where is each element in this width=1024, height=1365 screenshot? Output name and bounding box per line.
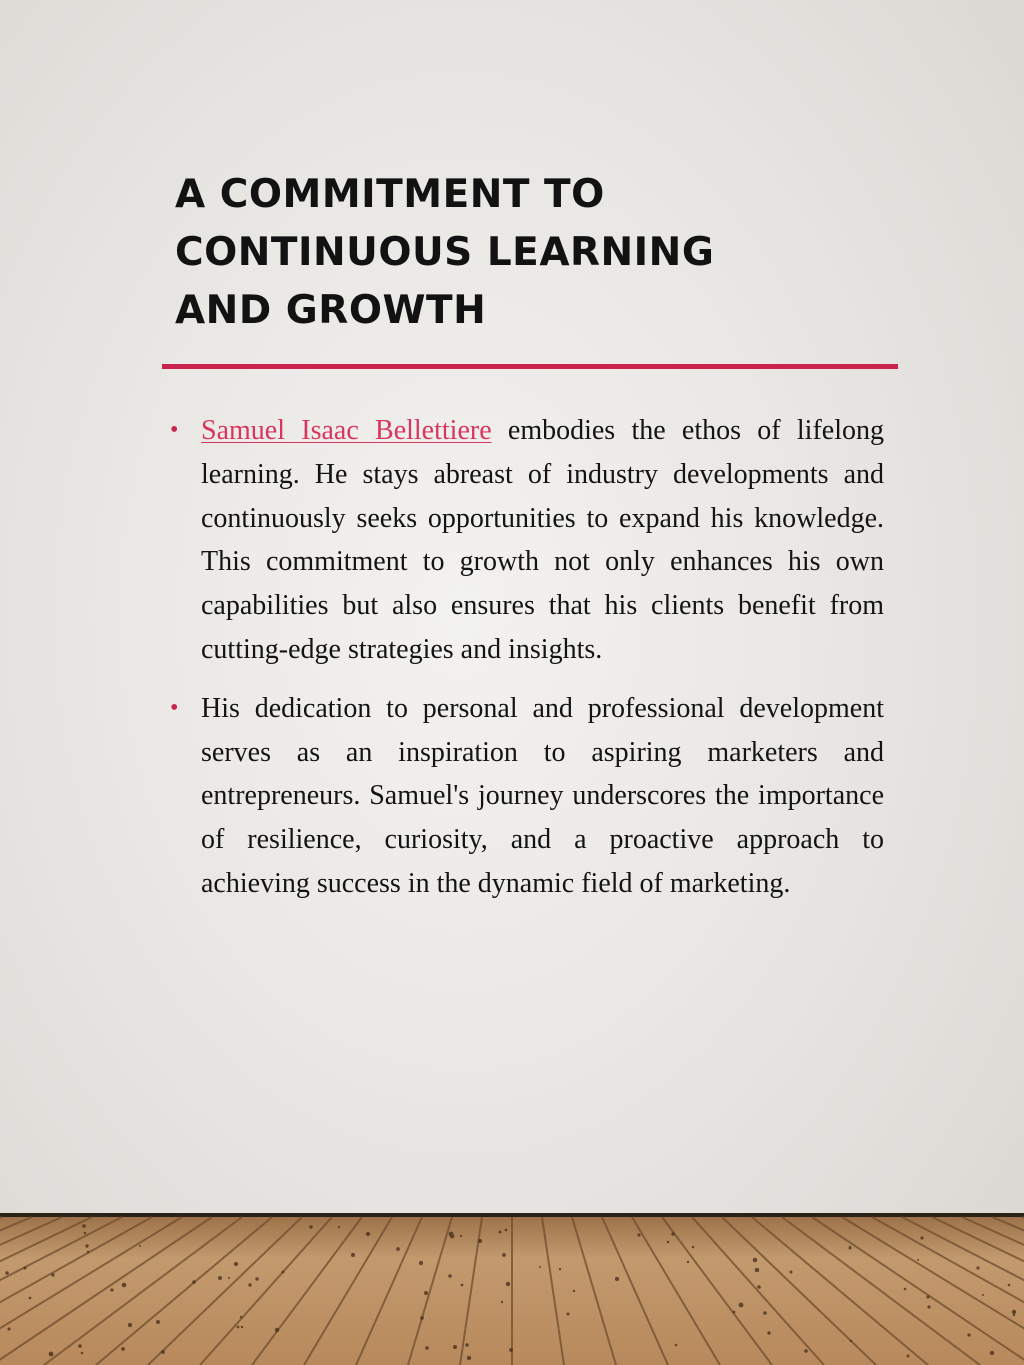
floor-nail [82,1224,86,1228]
floor-nail [1013,1314,1015,1316]
floor-nail [567,1313,570,1316]
floor-nail [755,1268,760,1273]
bullet-list [170,409,884,921]
floor-nail [282,1271,285,1274]
floor-nail [967,1333,970,1336]
floor-nail [248,1283,251,1286]
floor-nail [982,1294,984,1296]
floor-nail [161,1350,165,1354]
floor-nail [539,1266,541,1268]
floor-nail [739,1303,744,1308]
floor-nail [5,1271,9,1275]
name-link[interactable]: Samuel Isaac Bellettiere [201,415,492,446]
floor-nail [453,1345,457,1349]
floor-nail [687,1261,689,1263]
floor-nail [228,1277,230,1279]
floor-nail [990,1351,994,1355]
floor-nail [753,1258,758,1263]
bullet-text: embodies the ethos of lifelong learning. He stays abreast of industry developments and continuously seeks opportunities to expand his knowledge. This commitment to growth not only enhances his own capabilities but also ensures that his clients benefit from cutting-edge strategies and insights. [201,415,884,665]
bullet-marker: • [170,694,179,721]
bullet-item-1 [170,409,884,672]
floor-nail [218,1276,222,1280]
floor-nail [449,1232,454,1237]
floor-nail [501,1301,503,1303]
floor-nail [237,1326,240,1329]
floor-nail [81,1352,84,1355]
floor-nail [85,1244,88,1247]
floor-nail [478,1239,482,1243]
floor-nail [927,1305,930,1308]
floor-nail [192,1280,196,1284]
title-line-3: AND GROWTH [175,288,487,333]
floor-nail [907,1355,910,1358]
floor-nail [502,1253,506,1257]
slide-title [175,166,895,340]
floor-nail [559,1268,561,1270]
floor-nail [976,1266,979,1269]
bullet-text: His dedication to personal and professional development serves as an inspiration to aspiring marketers and entrepreneurs. Samuel's journey underscores the importance of resilience, curiosity, and a proactive approach to achieving success in the dynamic field of marketing. [201,692,884,899]
floor-nail [78,1344,82,1348]
floor-nail [467,1356,471,1360]
floor-nail [240,1316,242,1318]
floor-nail [465,1343,469,1347]
bullet-item-2 [170,687,884,906]
floor-nail [255,1277,258,1280]
floor-nail [420,1316,424,1320]
floor-nail [366,1232,370,1236]
floor-nail [637,1233,640,1236]
floor-nail [275,1328,279,1332]
floor-nail [573,1290,575,1292]
floor-nail [7,1327,10,1330]
floor-nail [461,1284,464,1287]
floor-nail [122,1283,127,1288]
floor-nail [24,1267,27,1270]
floor-nail [917,1259,919,1261]
floor-nail [241,1326,243,1328]
floor-nail [509,1348,513,1352]
floor-nail [29,1297,32,1300]
floor-nail [425,1346,429,1350]
floor-nail [850,1340,852,1342]
floor-nail [309,1225,313,1229]
floor-nail [110,1288,113,1291]
floor-nail [84,1232,87,1235]
floor-nail [1012,1310,1016,1314]
floor-nail [156,1320,160,1324]
floor-nail [448,1274,452,1278]
floor-nail [757,1285,761,1289]
floor-nail [926,1295,929,1298]
title-line-2: CONTINUOUS LEARNING [175,230,715,275]
floor-nail [87,1251,89,1253]
floor-nail [675,1344,678,1347]
floor-nail [920,1236,923,1239]
title-divider [162,364,898,369]
floor-nail [460,1235,462,1237]
floor-nail [733,1311,736,1314]
wood-floor-image [0,1213,1024,1365]
floor-nail [351,1253,355,1257]
floor-nail [419,1261,423,1265]
floor-nail [49,1352,54,1357]
floor-nail [139,1245,141,1247]
floor-nail [790,1271,793,1274]
floor-nail [51,1273,54,1276]
floor-nail [234,1262,238,1266]
floor-nail [763,1311,767,1315]
floor-nail [506,1282,510,1286]
floor-nail [767,1331,770,1334]
floor-nail [338,1226,340,1228]
floor-nail [692,1246,695,1249]
floor-nail [128,1323,132,1327]
floor-nail [424,1291,428,1295]
floor-nail [667,1241,670,1244]
floor-nail [505,1229,508,1232]
bullet-marker: • [170,417,179,443]
floor-nail [499,1231,502,1234]
title-line-1: A COMMITMENT TO [175,172,605,217]
floor-nail [1008,1284,1011,1287]
floor-nail [671,1232,674,1235]
floor-nail [849,1247,852,1250]
floor-nail [804,1349,808,1353]
floor-nail [396,1247,400,1251]
floor-nail [615,1277,619,1281]
floor-nail [121,1347,125,1351]
floor-nail [904,1288,907,1291]
